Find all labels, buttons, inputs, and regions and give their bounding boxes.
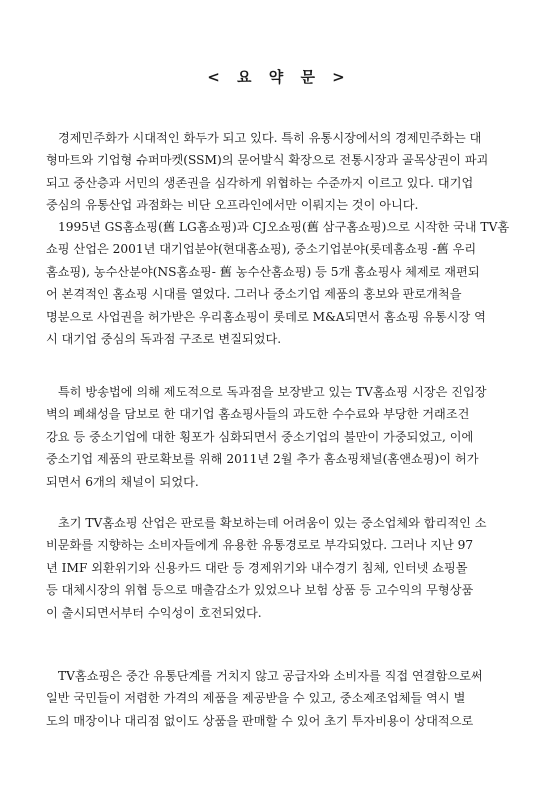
paragraph-line: 강요 등 중소기업에 대한 횡포가 심화되면서 중소기업의 불만이 가중되었고, 이에 [46,429,474,444]
paragraph-line: 명분으로 사업권을 허가받은 우리홈쇼핑이 롯데로 M&A되면서 홈쇼핑 유통시장 역 [46,309,486,324]
paragraph-line: 시 대기업 중심의 독과점 구조로 변질되었다. [46,332,282,347]
paragraph-line: 1995년 GS홈쇼핑(舊 LG홈쇼핑)과 CJ오쇼핑(舊 삼구홈쇼핑)으로 시작한 국내 TV홈 [58,220,510,234]
paragraph-line: 되면서 6개의 채널이 되었다. [46,474,199,489]
page-title: < 요 약 문 > [207,68,351,86]
paragraph-1 [46,127,516,217]
paragraph-line: 등 대체시장의 위협 등으로 매출감소가 있었으나 보험 상품 등 고수익의 무형상품 [46,583,474,598]
paragraph-line: 년 IMF 외환위기와 신용카드 대란 등 경제위기와 내수경기 침체, 인터넷 쇼핑몰 [46,560,468,575]
paragraph-line: 비문화를 지향하는 소비자들에게 유용한 유통경로로 부각되었다. 그러나 지난 97 [46,538,474,553]
paragraph-4 [46,512,516,624]
paragraph-line: 도의 매장이나 대리점 없이도 상품을 판매할 수 있어 초기 투자비용이 상대적으로 [46,713,474,728]
paragraph-line: 홈쇼핑), 농수산분야(NS홈쇼핑- 舊 농수산홈쇼핑) 등 5개 홈쇼핑사 체제로 재편되 [46,264,480,279]
paragraph-line: 쇼핑 산업은 2001년 대기업분야(현대홈쇼핑), 중소기업분야(롯데홈쇼핑 -舊 우리 [46,242,477,257]
paragraph-5 [46,665,516,732]
paragraph-line: 중소기업 제품의 판로확보를 위해 2011년 2월 추가 홈쇼핑채널(홈앤쇼핑)이 허가 [46,452,479,467]
paragraph-line: 형마트와 기업형 슈퍼마켓(SSM)의 문어발식 확장으로 전통시장과 골목상권이 파괴 [46,153,489,168]
paragraph-line: 일반 국민들이 저렴한 가격의 제품을 제공받을 수 있고, 중소제조업체들 역시 별 [46,691,466,706]
paragraph-line: 되고 중산층과 서민의 생존권을 심각하게 위협하는 수준까지 이르고 있다. 대기업 [46,175,474,190]
paragraph-line: 중심의 유통산업 과점화는 비단 오프라인에서만 이뤄지는 것이 아니다. [46,198,419,213]
paragraph-line: 특히 방송법에 의해 제도적으로 독과점을 보장받고 있는 TV홈쇼핑 시장은 진입장 [58,385,487,399]
paragraph-line: TV홈쇼핑은 중간 유통단계를 거치지 않고 공급자와 소비자를 직접 연결함으로써 [58,669,483,683]
paragraph-3 [46,381,516,493]
paragraph-line: 어 본격적인 홈쇼핑 시대를 열었다. 그러나 중소기업 제품의 홍보와 판로개척을 [46,287,462,302]
paragraph-line: 초기 TV홈쇼핑 산업은 판로를 확보하는데 어려움이 있는 중소업체와 합리적인 소 [58,516,487,530]
paragraph-line: 벽의 폐쇄성을 담보로 한 대기업 홈쇼핑사들의 과도한 수수료와 부당한 거래조건 [46,407,470,422]
paragraph-line: 경제민주화가 시대적인 화두가 되고 있다. 특히 유통시장에서의 경제민주화는 대 [58,131,482,145]
paragraph-line: 이 출시되면서부터 수익성이 호전되었다. [46,605,262,620]
paragraph-2 [46,216,516,350]
